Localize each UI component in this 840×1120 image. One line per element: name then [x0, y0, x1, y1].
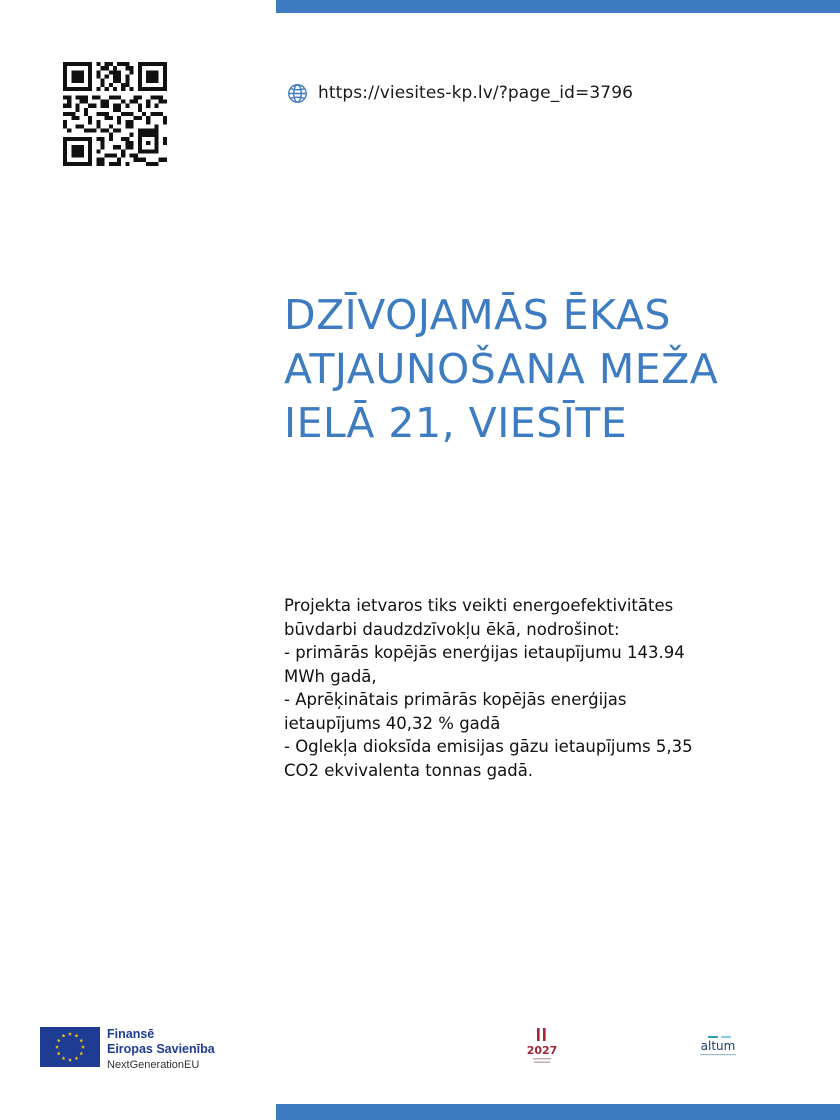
- description-line: Projekta ietvaros tiks veikti energoefektivitātes: [284, 596, 674, 615]
- nextgen-label: NextGenerationEU: [107, 1059, 200, 1071]
- website-url[interactable]: https://viesites-kp.lv/?page_id=3796: [318, 83, 634, 103]
- nap-year: 2027: [526, 1044, 558, 1057]
- description-line: - primārās kopējās enerģijas ietaupījumu 143.94: [284, 643, 685, 662]
- description-line: - Aprēķinātais primārās kopējās enerģijas: [284, 690, 627, 709]
- eu-name-label: Eiropas Savienība: [107, 1042, 215, 1056]
- description-line: CO2 ekvivalenta tonnas gadā.: [284, 760, 534, 780]
- globe-icon: [287, 83, 308, 104]
- title-line: IELĀ 21, VIESĪTE: [284, 399, 628, 447]
- nap-2027-logo: [524, 1028, 560, 1068]
- eu-funding-logo: [40, 1027, 215, 1073]
- project-description: [284, 594, 784, 782]
- bottom-accent-bar: [276, 1104, 840, 1120]
- eu-flag-icon: [40, 1027, 100, 1067]
- top-accent-bar: [276, 0, 840, 13]
- description-line: būvdarbi daudzdzīvokļu ēkā, nodrošinot:: [284, 619, 620, 639]
- title-line: ATJAUNOŠANA MEŽA: [284, 345, 719, 393]
- title-line: DZĪVOJAMĀS ĒKAS: [284, 291, 671, 339]
- description-line: - Oglekļa dioksīda emisijas gāzu ietaupījums 5,35: [284, 737, 693, 756]
- qr-code[interactable]: [63, 62, 167, 166]
- eu-funded-label: Finansē: [107, 1027, 155, 1041]
- website-link[interactable]: [287, 80, 633, 106]
- description-line: MWh gadā,: [284, 666, 377, 686]
- altum-name: altum: [700, 1039, 736, 1053]
- altum-logo: [694, 1034, 742, 1060]
- description-line: ietaupījums 40,32 % gadā: [284, 713, 501, 733]
- page-title: [284, 288, 824, 450]
